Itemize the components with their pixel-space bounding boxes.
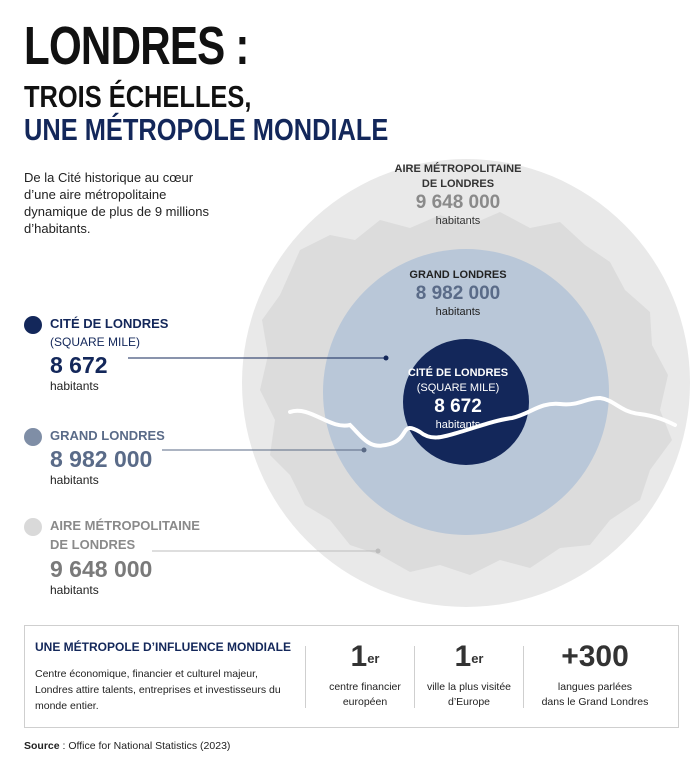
legend-label-metro: AIRE MÉTROPOLITAINE	[50, 518, 200, 533]
legend-dot-metro	[24, 518, 42, 536]
legend-dot-city	[24, 316, 42, 334]
title-line-main: LONDRES :	[24, 16, 249, 76]
panel-text: Centre économique, financier et culturel majeur, Londres attire talents, entreprises et investisseurs du monde entier.	[35, 668, 281, 712]
middle-circle-value: 8 982 000	[415, 283, 501, 304]
legend-label-city: CITÉ DE LONDRES	[50, 316, 169, 331]
panel-divider-3	[523, 646, 524, 708]
stat-visited-value: 1er	[454, 640, 484, 673]
legend-label-greater-london: GRAND LONDRES	[50, 428, 165, 443]
stat-languages-label-2: dans le Grand Londres	[541, 696, 649, 708]
intro-text: De la Cité historique au cœur d’une aire métropolitaine dynamique de plus de 9 millions d’habitants.	[24, 170, 209, 236]
leader-dot-greater-london	[362, 448, 367, 453]
outer-circle-value: 9 648 000	[415, 192, 501, 213]
stat-languages-label-1: langues parlées	[557, 681, 633, 693]
stat-languages-value: +300	[561, 640, 629, 673]
legend-sublabel-metro: DE LONDRES	[50, 537, 136, 552]
legend-sublabel-city: (SQUARE MILE)	[50, 335, 141, 349]
inner-circle-title-1: CITÉ DE LONDRES	[407, 367, 509, 379]
legend-value-metro: 9 648 000	[50, 556, 153, 582]
panel-title: UNE MÉTROPOLE D’INFLUENCE MONDIALE	[35, 640, 292, 654]
stat-financial-label-2: européen	[342, 696, 388, 708]
middle-circle-unit: habitants	[435, 306, 481, 318]
panel-divider-2	[414, 646, 415, 708]
stat-financial-center	[315, 640, 415, 710]
inner-circle-title-2: (SQUARE MILE)	[416, 382, 500, 394]
outer-circle-unit: habitants	[435, 215, 481, 227]
source-label: Source	[24, 740, 60, 752]
outer-circle-label	[395, 162, 522, 229]
legend-unit-city: habitants	[50, 379, 99, 393]
inner-circle-label	[408, 366, 508, 433]
stat-financial-label-1: centre financier	[329, 681, 401, 693]
middle-circle-label	[409, 268, 506, 320]
source-text: : Office for National Statistics (2023)	[59, 740, 231, 752]
panel-divider-1	[305, 646, 306, 708]
leader-dot-city	[384, 356, 389, 361]
inner-circle-unit: habitants	[435, 419, 481, 431]
stat-most-visited	[419, 640, 519, 710]
legend-value-city: 8 672	[50, 352, 108, 378]
title-line-second: TROIS ÉCHELLES,	[24, 79, 252, 114]
outer-circle-title-2: DE LONDRES	[421, 178, 495, 190]
legend-unit-greater-london: habitants	[50, 473, 99, 487]
title-line-third: UNE MÉTROPOLE MONDIALE	[24, 112, 389, 147]
stat-financial-value: 1er	[350, 640, 380, 673]
legend-item-greater-london	[24, 426, 224, 488]
stat-languages	[530, 640, 660, 710]
middle-circle-title: GRAND LONDRES	[409, 269, 507, 281]
source-note	[24, 740, 230, 752]
outer-circle-title-1: AIRE MÉTROPOLITAINE	[394, 163, 522, 175]
legend-value-greater-london: 8 982 000	[50, 446, 153, 472]
legend-dot-greater-london	[24, 428, 42, 446]
influence-panel	[24, 625, 679, 728]
legend-item-city	[24, 314, 224, 394]
legend-unit-metro: habitants	[50, 583, 99, 597]
stat-visited-label-2: d’Europe	[447, 696, 491, 708]
leader-dot-metro	[376, 549, 381, 554]
inner-circle-value: 8 672	[434, 396, 482, 417]
legend-item-metro	[24, 516, 224, 598]
stat-visited-label-1: ville la plus visitée	[426, 681, 512, 693]
